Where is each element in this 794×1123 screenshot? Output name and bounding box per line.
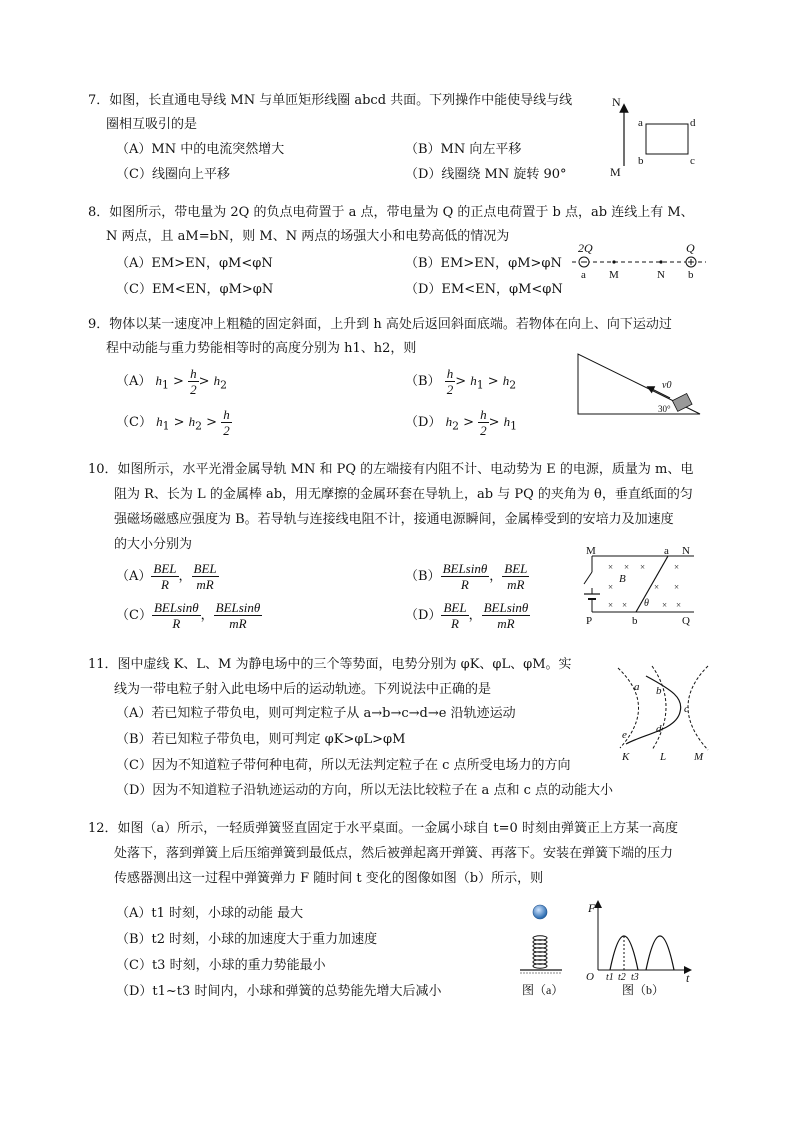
q9-option-c: （C） $h_1 > h_2$ > $\frac{h}{2}$ — [116, 407, 230, 438]
q7-stem-line2: 圈相互吸引的是 — [106, 117, 198, 132]
q10-label-field-b: B — [619, 573, 626, 585]
q7-coil-abcd — [646, 124, 688, 154]
q10-label-q: Q — [682, 615, 690, 627]
q9-figure-incline — [574, 350, 710, 418]
q12-figure-b-graph — [584, 898, 696, 998]
q9-stem-line1: 9．物体以某一速度冲上粗糙的固定斜面，上升到 h 高处后返回斜面底端。若物体在向上、向下运动过 — [88, 317, 672, 332]
q10-label-p: P — [586, 615, 593, 627]
q7-label-d: d — [690, 117, 696, 129]
q11-label-a: a — [634, 681, 640, 693]
q10-figure-rails — [576, 542, 700, 630]
q10-label-m: M — [586, 545, 596, 557]
q11-label-e: e — [622, 729, 627, 741]
q10-cross-4: × — [674, 562, 680, 572]
q7-option-a: （A）MN 中的电流突然增大 — [116, 142, 285, 157]
q8-option-a: （A）EM>EN，φM<φN — [116, 256, 273, 271]
q11-option-c: （C）因为不知道粒子带何种电荷，所以无法判定粒子在 c 点所受电场力的方向 — [116, 758, 571, 773]
q11-figure-equipotentials — [614, 662, 714, 764]
q10-cross-3: × — [640, 562, 646, 572]
q8-label-a: a — [581, 269, 586, 281]
q11-label-b: b — [656, 685, 662, 697]
q10-cross-9: × — [622, 600, 628, 610]
q10-label-a: a — [664, 545, 669, 557]
q7-label-b: b — [638, 155, 644, 167]
q8-stem-line2: N 两点，且 aM=bN，则 M、N 两点的场强大小和电势高低的情况为 — [106, 229, 510, 244]
q7-option-c: （C）线圈向上平移 — [116, 167, 230, 182]
q8-option-d: （D）EM<EN，φM<φN — [405, 282, 563, 297]
q7-stem-line1: 7．如图，长直通电导线 MN 与单匝矩形线圈 abcd 共面。下列操作中能使导线与线 — [88, 93, 573, 108]
q10-cross-8: × — [608, 600, 614, 610]
q9-label-angle: 30° — [658, 404, 671, 414]
q10-stem-line2: 阻为 R、长为 L 的金属棒 ab，用无摩擦的金属环套在导轨上，ab 与 PQ 的夹角为 θ，垂直纸面的匀 — [114, 487, 693, 502]
q12-stem-line3: 传感器测出这一过程中弹簧弹力 F 随时间 t 变化的图像如图（b）所示，则 — [114, 871, 544, 886]
q10-stem-line4: 的大小分别为 — [114, 537, 193, 552]
q7-label-m: M — [610, 165, 621, 179]
q12-stem-line1: 12．如图（a）所示，一轻质弹簧竖直固定于水平桌面。一金属小球自 t=0 时刻由弹簧正上方某一高度 — [88, 821, 678, 836]
q7-option-b: （B）MN 向左平移 — [405, 142, 522, 157]
q12-caption-a: 图（a） — [522, 983, 564, 997]
q10-stem-line1: 10．如图所示，水平光滑金属导轨 MN 和 PQ 的左端接有内阻不计、电动势为 E 的电源，质量为 m、电 — [88, 462, 694, 477]
q12-option-b: （B）t2 时刻，小球的加速度大于重力加速度 — [116, 932, 378, 947]
q8-stem-line1: 8．如图所示，带电量为 2Q 的负点电荷置于 a 点，带电量为 Q 的正点电荷置于 b 点，ab 连线上有 M、 — [88, 205, 694, 220]
q7-figure-wire-coil — [600, 92, 710, 178]
q8-label-2q: 2Q — [578, 241, 593, 255]
q10-cross-1: × — [608, 562, 614, 572]
q7-option-d: （D）线圈绕 MN 旋转 90° — [405, 167, 567, 182]
q8-label-m: M — [609, 269, 619, 281]
q10-option-b: （B） $\frac{\text{BELsinθ}}{R}$ ， $\frac{\text{BEL}}{mR}$ — [405, 561, 528, 592]
q7-label-c: c — [690, 155, 695, 167]
q11-label-k: K — [622, 751, 630, 763]
q10-option-d: （D） $\frac{\text{BEL}}{R}$ ， $\frac{\text{BELsinθ}}{mR}$ — [405, 600, 529, 631]
q10-label-theta: θ — [644, 598, 649, 609]
q10-option-c: （C） $\frac{\text{BELsinθ}}{R}$ ， $\frac{\text{BELsinθ}}{mR}$ — [116, 600, 261, 631]
q10-cross-11: × — [676, 600, 682, 610]
q8-label-n: N — [657, 269, 665, 281]
q12-label-o: O — [586, 971, 594, 983]
q8-option-c: （C）EM<EN，φM>φN — [116, 282, 274, 297]
q9-option-d: （D） $h_2$ > $\frac{h}{2}$ > $h_1$ — [405, 407, 518, 438]
q11-label-l: L — [660, 751, 667, 763]
q10-cross-2: × — [624, 562, 630, 572]
q12-label-t3: t3 — [631, 972, 639, 983]
q8-point-n — [659, 260, 662, 263]
q12-option-a: （A）t1 时刻，小球的动能 最大 — [116, 906, 304, 921]
q10-label-n: N — [682, 545, 690, 557]
q12-label-f: F — [588, 901, 596, 915]
q10-cross-6: × — [654, 582, 660, 592]
q10-label-b: b — [632, 615, 638, 627]
q11-stem-line2: 线为一带电粒子射入此电场中后的运动轨迹。下列说法中正确的是 — [114, 682, 492, 697]
q8-figure-charges — [570, 238, 710, 284]
q11-label-m: M — [694, 751, 704, 763]
q10-stem-line3: 强磁场磁感应强度为 B。若导轨与连接线电阻不计，接通电源瞬间，金属棒受到的安培力及加速度 — [114, 512, 674, 527]
q12-spring — [533, 936, 547, 968]
q10-cross-10: × — [662, 600, 668, 610]
q8-option-b: （B）EM>EN，φM>φN — [405, 256, 562, 271]
q9-label-v0: v0 — [662, 380, 672, 391]
q11-equipotential-l — [652, 666, 666, 750]
q11-option-a: （A）若已知粒子带负电，则可判定粒子从 a→b→c→d→e 沿轨迹运动 — [116, 706, 516, 721]
q12-figure-a-spring — [516, 902, 568, 998]
q8-label-q: Q — [686, 241, 695, 255]
q11-equipotential-m — [688, 666, 708, 750]
q12-option-c: （C）t3 时刻，小球的重力势能最小 — [116, 958, 326, 973]
q9-stem-line2: 程中动能与重力势能相等时的高度分别为 h1、h2，则 — [106, 341, 417, 356]
q12-stem-line2: 处落下，落到弹簧上后压缩弹簧到最低点，然后被弹起离开弹簧、再落下。安装在弹簧下端的压力 — [114, 846, 674, 861]
q12-force-pulse-2 — [646, 936, 674, 970]
q9-option-b: （B） $\frac{h}{2}$ > $h_1 > h_2$ — [405, 366, 517, 397]
q12-option-d: （D）t1~t3 时间内，小球和弹簧的总势能先增大后减小 — [116, 984, 442, 999]
q12-label-t: t — [686, 971, 690, 985]
q7-label-a: a — [638, 117, 643, 129]
q10-cross-7: × — [674, 582, 680, 592]
q12-ball — [533, 905, 547, 919]
q8-point-m — [612, 260, 615, 263]
q11-option-b: （B）若已知粒子带负电，则可判定 φK>φL>φM — [116, 732, 406, 747]
q10-cross-5: × — [608, 582, 614, 592]
q12-caption-b: 图（b） — [622, 983, 665, 997]
q11-label-d: d — [656, 723, 662, 735]
q11-option-d: （D）因为不知道粒子沿轨迹运动的方向，所以无法比较粒子在 a 点和 c 点的动能大小 — [116, 783, 613, 798]
q11-label-c: c — [684, 703, 689, 715]
q10-option-a: （A） $\frac{\text{BEL}}{R}$ ， $\frac{\text{BEL}}{mR}$ — [116, 561, 217, 592]
q7-label-n: N — [612, 95, 621, 109]
q10-switch — [584, 572, 592, 584]
q8-label-b: b — [688, 269, 694, 281]
q9-option-a: （A） $h_1$ > $\frac{h}{2}$ > $h_2$ — [116, 366, 228, 397]
q12-label-t2: t2 — [618, 972, 626, 983]
q12-label-t1: t1 — [606, 972, 614, 983]
q11-stem-line1: 11．图中虚线 K、L、M 为静电场中的三个等势面，电势分别为 φK、φL、φM。实 — [88, 657, 572, 672]
